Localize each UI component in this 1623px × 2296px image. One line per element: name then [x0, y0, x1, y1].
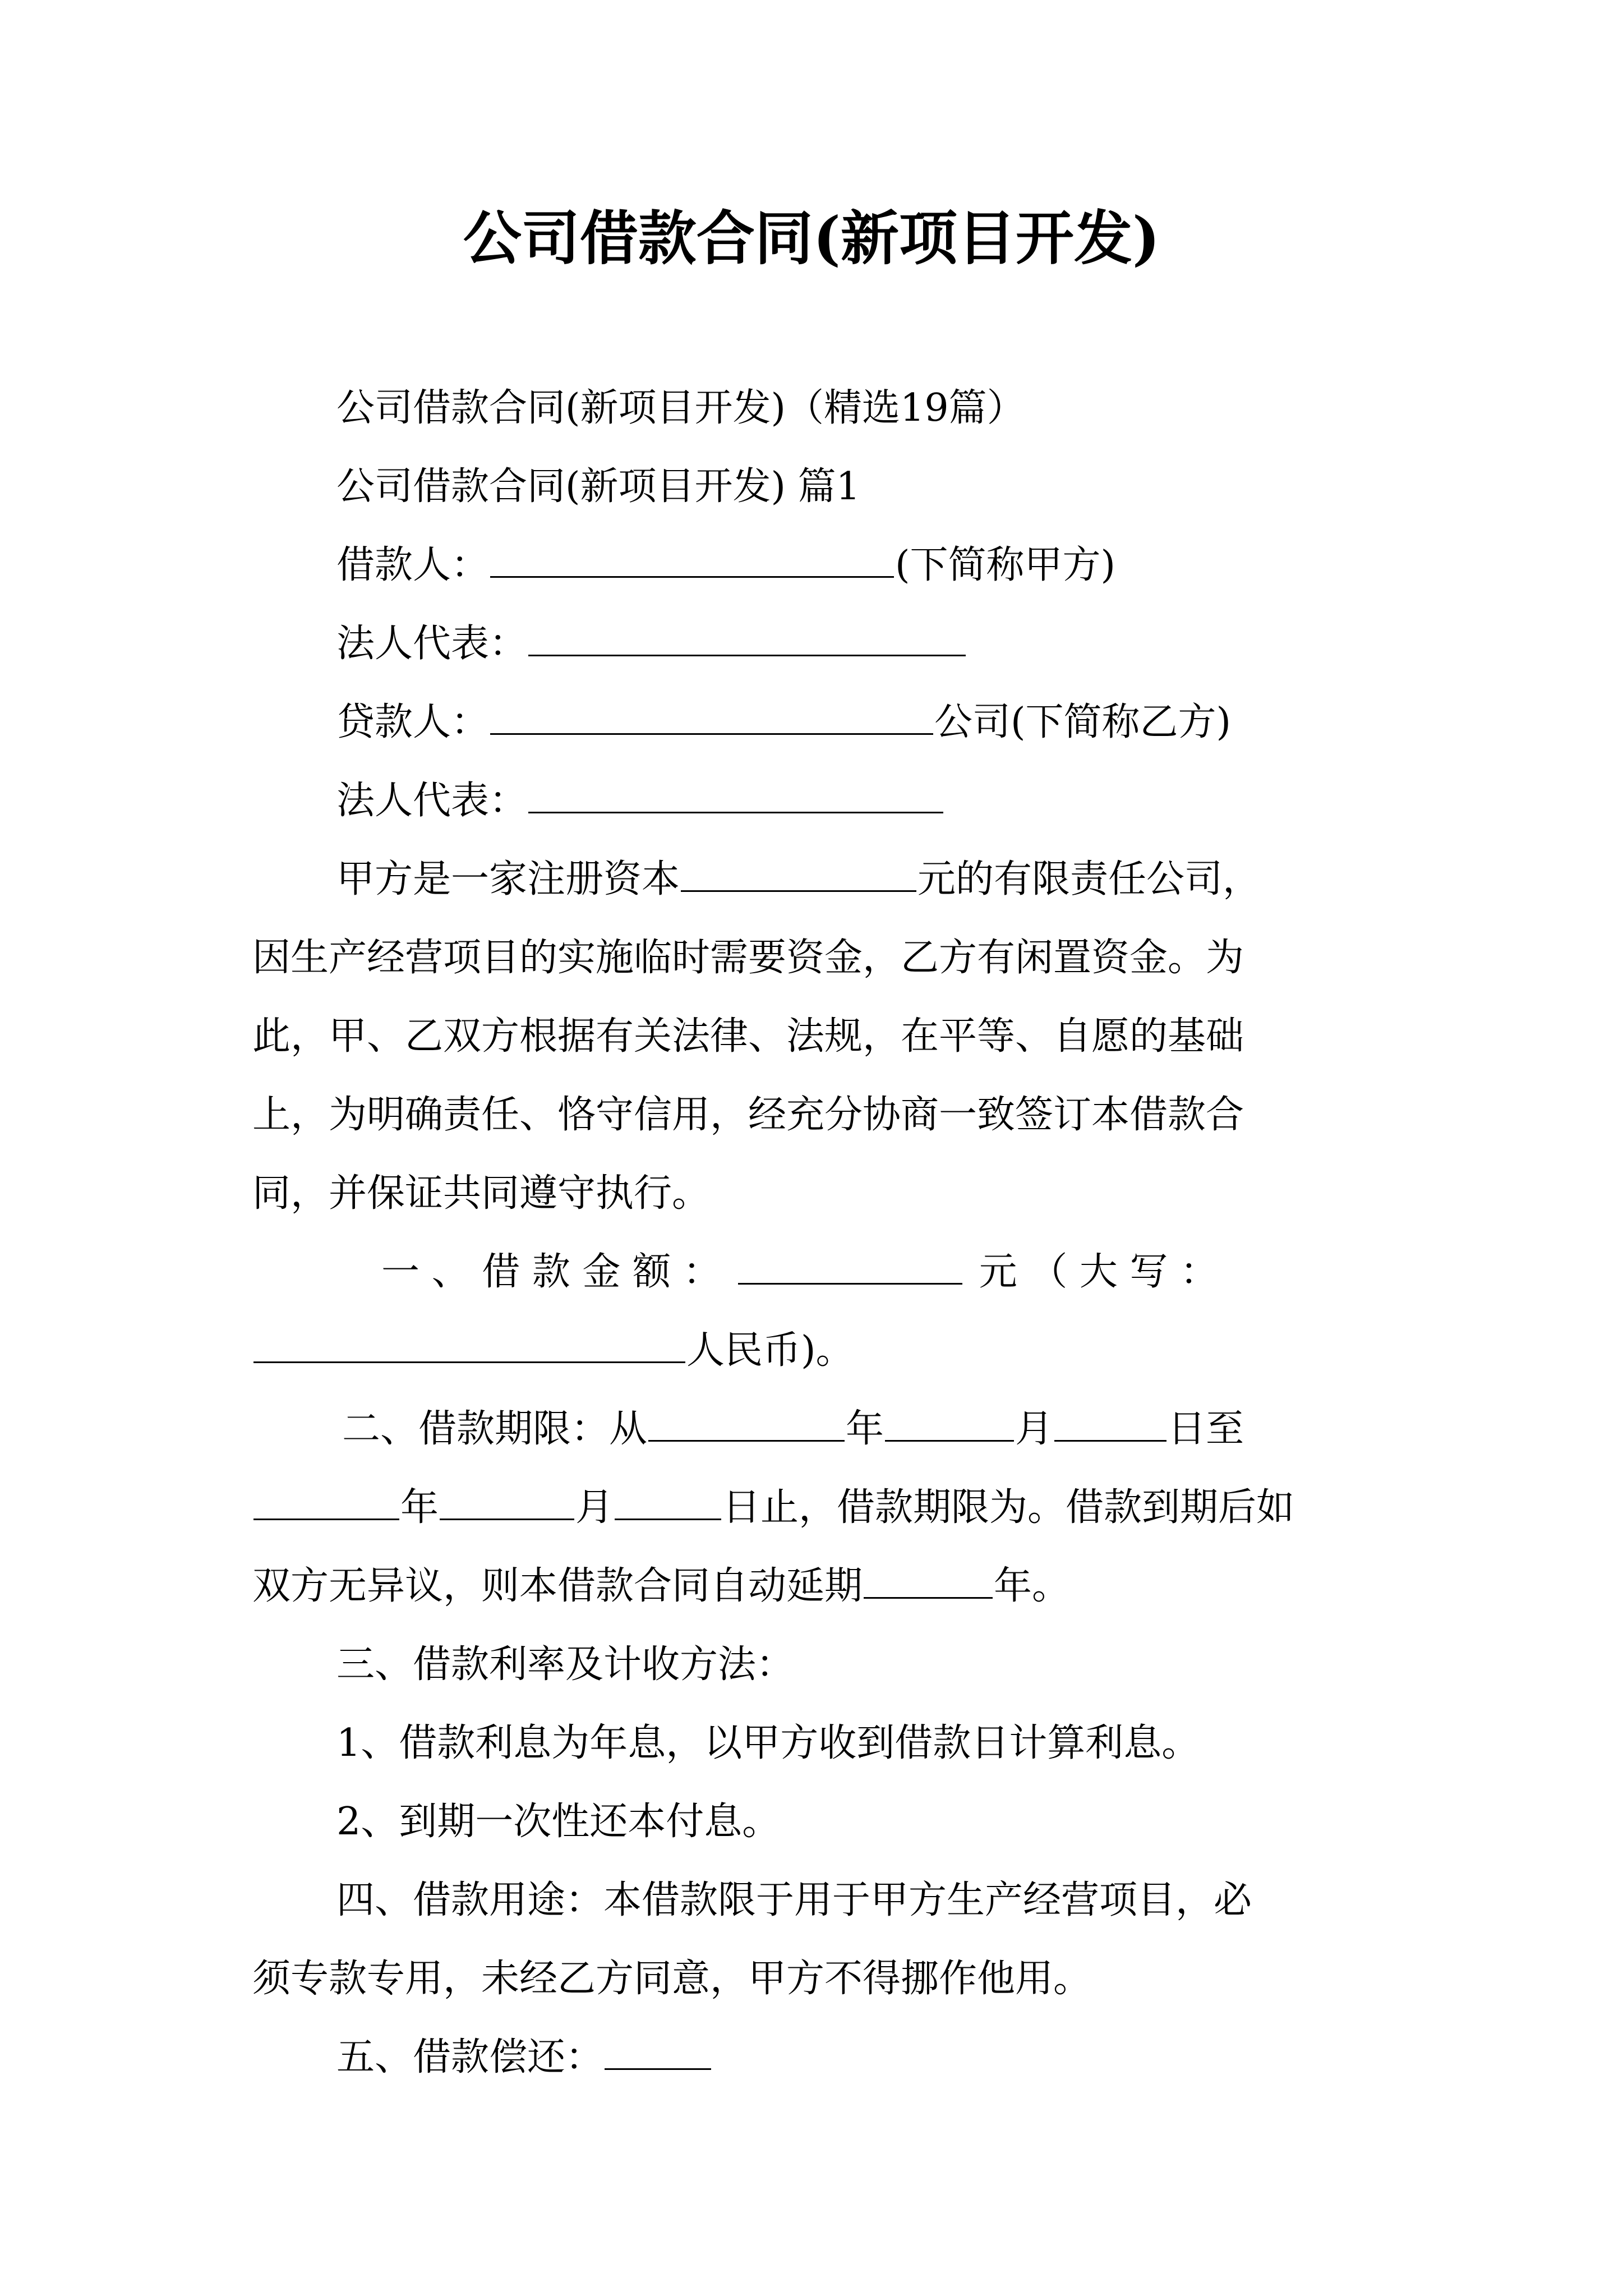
clause-2-line-2: 年 月 日止，借款期限为。借款到期后如 — [252, 1474, 1374, 1542]
clause-3-item-1: 1、借款利息为年息，以甲方收到借款日计算利息。 — [336, 1721, 1200, 1765]
legal-rep-label: 法人代表： — [336, 622, 528, 666]
clause-3-heading: 三、借款利率及计收方法： — [336, 1642, 795, 1687]
legal-rep-blank — [528, 780, 943, 813]
subtitle: 公司借款合同(新项目开发)（精选19篇） — [336, 386, 1025, 430]
clause-4-line-2: 须专款专用，未经乙方同意，甲方不得挪作他用。 — [252, 1957, 1092, 2001]
lender-label: 贷款人： — [336, 700, 490, 744]
borrower-line — [336, 532, 1458, 599]
clause-3-item-2: 2、到期一次性还本付息。 — [336, 1800, 781, 1844]
amount-words-blank — [253, 1330, 685, 1363]
legal-rep-line-2 — [336, 767, 1458, 835]
clause-5-heading-line: 五、借款偿还： — [336, 2024, 1458, 2091]
section-heading: 公司借款合同(新项目开发) 篇1 — [336, 464, 860, 509]
clause-2-line-1: 二、借款期限：从 年 月 日至 — [342, 1407, 1244, 1451]
clause-2-line-3: 双方无异议，则本借款合同自动延期 年。 — [252, 1564, 1071, 1608]
paragraph-1-line-4: 上，为明确责任、恪守信用，经充分协商一致签订本借款合 — [252, 1093, 1244, 1137]
amount-blank — [738, 1251, 962, 1285]
clause-1-line-1: 一 、 借 款 金 额 ： 元 （ 大 写 ： — [381, 1250, 1219, 1294]
paragraph-1-line-1: 甲方是一家注册资本 元的有限责任公司， — [336, 857, 1261, 901]
legal-rep-blank — [528, 623, 966, 656]
lender-suffix: 公司(下简称乙方) — [934, 700, 1232, 744]
document-title: 公司借款合同(新项目开发) — [463, 204, 1160, 273]
legal-rep-label: 法人代表： — [336, 779, 528, 823]
lender-blank — [490, 702, 933, 735]
clause-1-line-2: 人民币)。 — [252, 1317, 1374, 1384]
borrower-blank — [490, 545, 894, 578]
borrower-label: 借款人： — [336, 543, 490, 587]
paragraph-1-line-5: 同，并保证共同遵守执行。 — [252, 1171, 711, 1216]
capital-blank — [681, 859, 916, 892]
lender-line — [336, 689, 1458, 756]
repayment-blank — [605, 2037, 711, 2070]
legal-rep-line-1 — [336, 610, 1458, 678]
borrower-suffix: (下简称甲方) — [895, 543, 1116, 587]
paragraph-1-line-2: 因生产经营项目的实施临时需要资金，乙方有闲置资金。为 — [252, 936, 1244, 980]
clause-4-line-1: 四、借款用途：本借款限于用于甲方生产经营项目，必 — [336, 1878, 1252, 1922]
paragraph-1-line-3: 此，甲、乙双方根据有关法律、法规，在平等、自愿的基础 — [252, 1014, 1244, 1059]
